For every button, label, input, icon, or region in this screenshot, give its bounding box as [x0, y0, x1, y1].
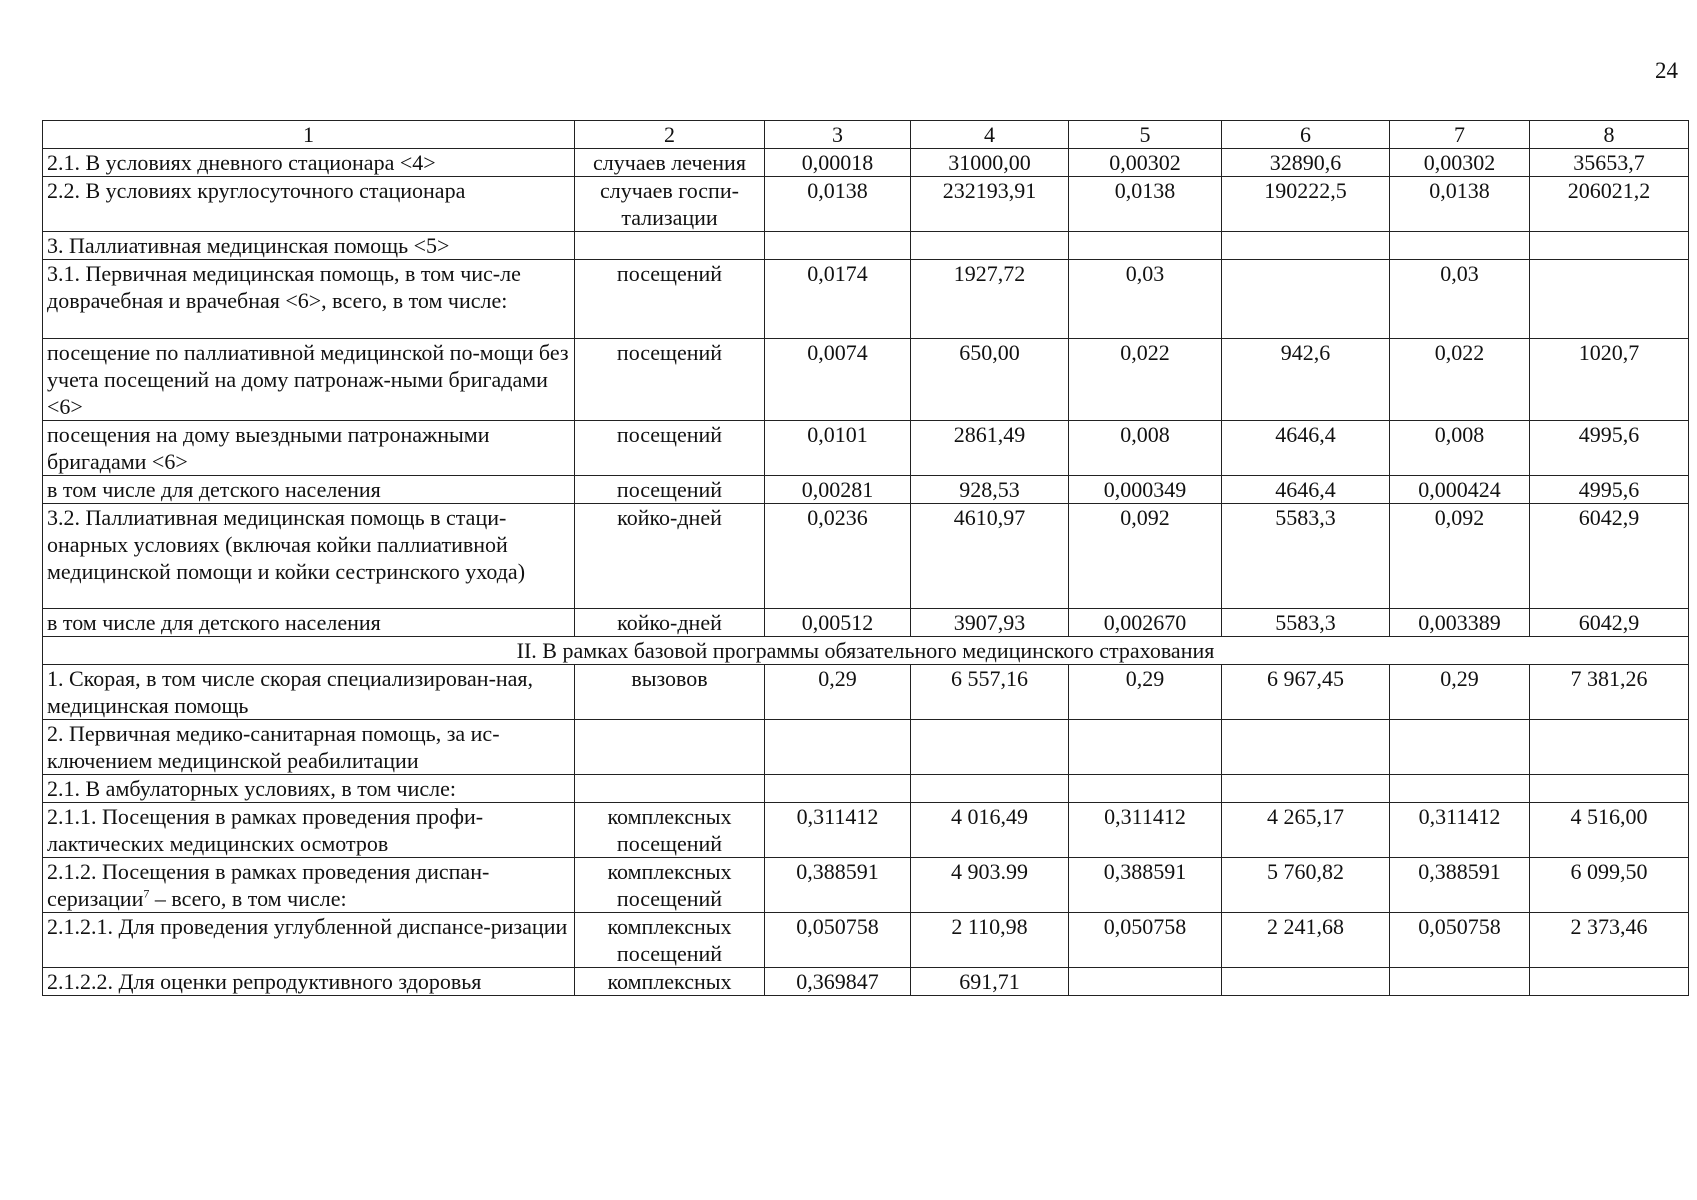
- value-cell-col6: 942,6: [1222, 339, 1390, 421]
- value-cell-col4: 928,53: [911, 476, 1069, 504]
- value-cell-col5: 0,008: [1069, 421, 1222, 476]
- value-cell-col3: 0,0074: [765, 339, 911, 421]
- unit-cell: посещений: [575, 421, 765, 476]
- value-cell-col4: 3907,93: [911, 609, 1069, 637]
- data-table: [42, 120, 1689, 996]
- row-label: 2.2. В условиях круглосуточного стационара: [43, 177, 575, 232]
- unit-cell: случаев лечения: [575, 149, 765, 177]
- unit-cell: вызовов: [575, 665, 765, 720]
- value-cell-col8: 6042,9: [1530, 609, 1689, 637]
- value-cell-col6: 5583,3: [1222, 504, 1390, 609]
- row-label: 3.1. Первичная медицинская помощь, в том чис-ле доврачебная и врачебная <6>, всего, в том числе:: [43, 260, 575, 339]
- value-cell-col8: 35653,7: [1530, 149, 1689, 177]
- value-cell-col5: 0,022: [1069, 339, 1222, 421]
- value-cell-col7: 0,0138: [1390, 177, 1530, 232]
- unit-cell: посещений: [575, 339, 765, 421]
- value-cell-col4: 650,00: [911, 339, 1069, 421]
- value-cell-col4: 4 903.99: [911, 858, 1069, 913]
- value-cell-col7: [1390, 968, 1530, 996]
- value-cell-col6: 190222,5: [1222, 177, 1390, 232]
- row-label: 2.1. В условиях дневного стационара <4>: [43, 149, 575, 177]
- table-row: [43, 339, 1689, 421]
- value-cell-col6: [1222, 232, 1390, 260]
- value-cell-col5: 0,29: [1069, 665, 1222, 720]
- value-cell-col8: 4995,6: [1530, 421, 1689, 476]
- table-row: [43, 476, 1689, 504]
- value-cell-col5: [1069, 232, 1222, 260]
- value-cell-col6: [1222, 260, 1390, 339]
- unit-cell: посещений: [575, 260, 765, 339]
- row-label: 3.2. Паллиативная медицинская помощь в стаци-онарных условиях (включая койки паллиативной медицинской помощи и койки сестринского ухода): [43, 504, 575, 609]
- value-cell-col5: 0,03: [1069, 260, 1222, 339]
- value-cell-col5: [1069, 775, 1222, 803]
- row-label: 2.1. В амбулаторных условиях, в том числе:: [43, 775, 575, 803]
- value-cell-col4: [911, 775, 1069, 803]
- value-cell-col8: 2 373,46: [1530, 913, 1689, 968]
- value-cell-col5: 0,000349: [1069, 476, 1222, 504]
- value-cell-col6: [1222, 720, 1390, 775]
- value-cell-col6: [1222, 968, 1390, 996]
- table-row: [43, 149, 1689, 177]
- value-cell-col8: [1530, 720, 1689, 775]
- value-cell-col6: 6 967,45: [1222, 665, 1390, 720]
- unit-cell: койко-дней: [575, 504, 765, 609]
- value-cell-col4: 1927,72: [911, 260, 1069, 339]
- value-cell-col3: 0,369847: [765, 968, 911, 996]
- value-cell-col6: 4646,4: [1222, 476, 1390, 504]
- value-cell-col7: [1390, 775, 1530, 803]
- value-cell-col3: 0,29: [765, 665, 911, 720]
- value-cell-col3: 0,0138: [765, 177, 911, 232]
- value-cell-col6: 5583,3: [1222, 609, 1390, 637]
- value-cell-col5: 0,050758: [1069, 913, 1222, 968]
- value-cell-col4: 691,71: [911, 968, 1069, 996]
- value-cell-col4: 2 110,98: [911, 913, 1069, 968]
- value-cell-col7: 0,022: [1390, 339, 1530, 421]
- value-cell-col4: 232193,91: [911, 177, 1069, 232]
- value-cell-col7: [1390, 720, 1530, 775]
- table-row: [43, 665, 1689, 720]
- column-number-4: 4: [911, 121, 1069, 149]
- value-cell-col5: [1069, 968, 1222, 996]
- value-cell-col6: 4646,4: [1222, 421, 1390, 476]
- row-label: 1. Скорая, в том числе скорая специализирован-ная, медицинская помощь: [43, 665, 575, 720]
- value-cell-col7: 0,003389: [1390, 609, 1530, 637]
- value-cell-col3: 0,388591: [765, 858, 911, 913]
- unit-cell: посещений: [575, 476, 765, 504]
- column-number-3: 3: [765, 121, 911, 149]
- value-cell-col6: 4 265,17: [1222, 803, 1390, 858]
- unit-cell: [575, 232, 765, 260]
- value-cell-col4: [911, 720, 1069, 775]
- row-label-tail: – всего, в том числе:: [149, 886, 347, 911]
- value-cell-col7: 0,050758: [1390, 913, 1530, 968]
- table-row: [43, 858, 1689, 913]
- value-cell-col7: 0,03: [1390, 260, 1530, 339]
- row-label: посещения на дому выездными патронажными бригадами <6>: [43, 421, 575, 476]
- unit-cell: комплексных посещений: [575, 913, 765, 968]
- value-cell-col7: 0,00302: [1390, 149, 1530, 177]
- value-cell-col8: 6 099,50: [1530, 858, 1689, 913]
- row-label: в том числе для детского населения: [43, 476, 575, 504]
- column-number-7: 7: [1390, 121, 1530, 149]
- value-cell-col3: 0,0174: [765, 260, 911, 339]
- value-cell-col5: 0,00302: [1069, 149, 1222, 177]
- row-label: в том числе для детского населения: [43, 609, 575, 637]
- unit-cell: комплексных посещений: [575, 858, 765, 913]
- value-cell-col3: [765, 775, 911, 803]
- value-cell-col5: 0,0138: [1069, 177, 1222, 232]
- value-cell-col5: 0,311412: [1069, 803, 1222, 858]
- value-cell-col3: 0,0236: [765, 504, 911, 609]
- section-row: [43, 637, 1689, 665]
- value-cell-col8: 1020,7: [1530, 339, 1689, 421]
- value-cell-col8: [1530, 775, 1689, 803]
- column-number-2: 2: [575, 121, 765, 149]
- row-label: 2.1.1. Посещения в рамках проведения профи-лактических медицинских осмотров: [43, 803, 575, 858]
- unit-cell: [575, 775, 765, 803]
- header-row: [43, 121, 1689, 149]
- value-cell-col6: 2 241,68: [1222, 913, 1390, 968]
- table-row: [43, 720, 1689, 775]
- value-cell-col8: [1530, 232, 1689, 260]
- footnote-mark: 7: [143, 886, 150, 901]
- value-cell-col8: 206021,2: [1530, 177, 1689, 232]
- value-cell-col7: 0,388591: [1390, 858, 1530, 913]
- value-cell-col6: 5 760,82: [1222, 858, 1390, 913]
- unit-cell: комплексных: [575, 968, 765, 996]
- value-cell-col8: 4 516,00: [1530, 803, 1689, 858]
- table-row: [43, 260, 1689, 339]
- value-cell-col7: 0,000424: [1390, 476, 1530, 504]
- table-row: [43, 968, 1689, 996]
- section-heading: II. В рамках базовой программы обязательного медицинского страхования: [43, 637, 1689, 665]
- row-label: 2.1.2.1. Для проведения углубленной диспансе-ризации: [43, 913, 575, 968]
- unit-cell: комплексных посещений: [575, 803, 765, 858]
- unit-cell: случаев госпи-тализации: [575, 177, 765, 232]
- value-cell-col3: 0,00281: [765, 476, 911, 504]
- unit-cell: [575, 720, 765, 775]
- value-cell-col7: 0,092: [1390, 504, 1530, 609]
- page-number: 24: [1655, 58, 1678, 83]
- table-row: [43, 232, 1689, 260]
- value-cell-col3: 0,00512: [765, 609, 911, 637]
- value-cell-col4: [911, 232, 1069, 260]
- value-cell-col8: [1530, 968, 1689, 996]
- value-cell-col8: 7 381,26: [1530, 665, 1689, 720]
- value-cell-col3: [765, 232, 911, 260]
- table-row: [43, 609, 1689, 637]
- value-cell-col7: 0,008: [1390, 421, 1530, 476]
- value-cell-col4: 4 016,49: [911, 803, 1069, 858]
- column-number-8: 8: [1530, 121, 1689, 149]
- value-cell-col8: [1530, 260, 1689, 339]
- column-number-5: 5: [1069, 121, 1222, 149]
- value-cell-col5: 0,092: [1069, 504, 1222, 609]
- value-cell-col7: [1390, 232, 1530, 260]
- value-cell-col8: 6042,9: [1530, 504, 1689, 609]
- table-row: [43, 421, 1689, 476]
- row-label: посещение по паллиативной медицинской по-мощи без учета посещений на дому патронаж-ными бригадами <6>: [43, 339, 575, 421]
- column-number-1: 1: [43, 121, 575, 149]
- table-row: [43, 504, 1689, 609]
- value-cell-col4: 4610,97: [911, 504, 1069, 609]
- value-cell-col3: 0,0101: [765, 421, 911, 476]
- table-row: [43, 913, 1689, 968]
- value-cell-col3: [765, 720, 911, 775]
- value-cell-col3: 0,00018: [765, 149, 911, 177]
- value-cell-col4: 2861,49: [911, 421, 1069, 476]
- value-cell-col3: 0,050758: [765, 913, 911, 968]
- row-label-text: 2.1.2. Посещения в рамках проведения диспан-серизации: [47, 859, 490, 911]
- value-cell-col5: 0,388591: [1069, 858, 1222, 913]
- value-cell-col6: [1222, 775, 1390, 803]
- row-label: 3. Паллиативная медицинская помощь <5>: [43, 232, 575, 260]
- column-number-6: 6: [1222, 121, 1390, 149]
- row-label: 2. Первичная медико-санитарная помощь, за ис-ключением медицинской реабилитации: [43, 720, 575, 775]
- value-cell-col7: 0,311412: [1390, 803, 1530, 858]
- unit-cell: койко-дней: [575, 609, 765, 637]
- value-cell-col3: 0,311412: [765, 803, 911, 858]
- value-cell-col6: 32890,6: [1222, 149, 1390, 177]
- value-cell-col5: 0,002670: [1069, 609, 1222, 637]
- value-cell-col5: [1069, 720, 1222, 775]
- value-cell-col4: 6 557,16: [911, 665, 1069, 720]
- table-row: [43, 177, 1689, 232]
- value-cell-col7: 0,29: [1390, 665, 1530, 720]
- row-label: [43, 858, 575, 913]
- table-row: [43, 775, 1689, 803]
- value-cell-col8: 4995,6: [1530, 476, 1689, 504]
- row-label: 2.1.2.2. Для оценки репродуктивного здоровья: [43, 968, 575, 996]
- table-row: [43, 803, 1689, 858]
- value-cell-col4: 31000,00: [911, 149, 1069, 177]
